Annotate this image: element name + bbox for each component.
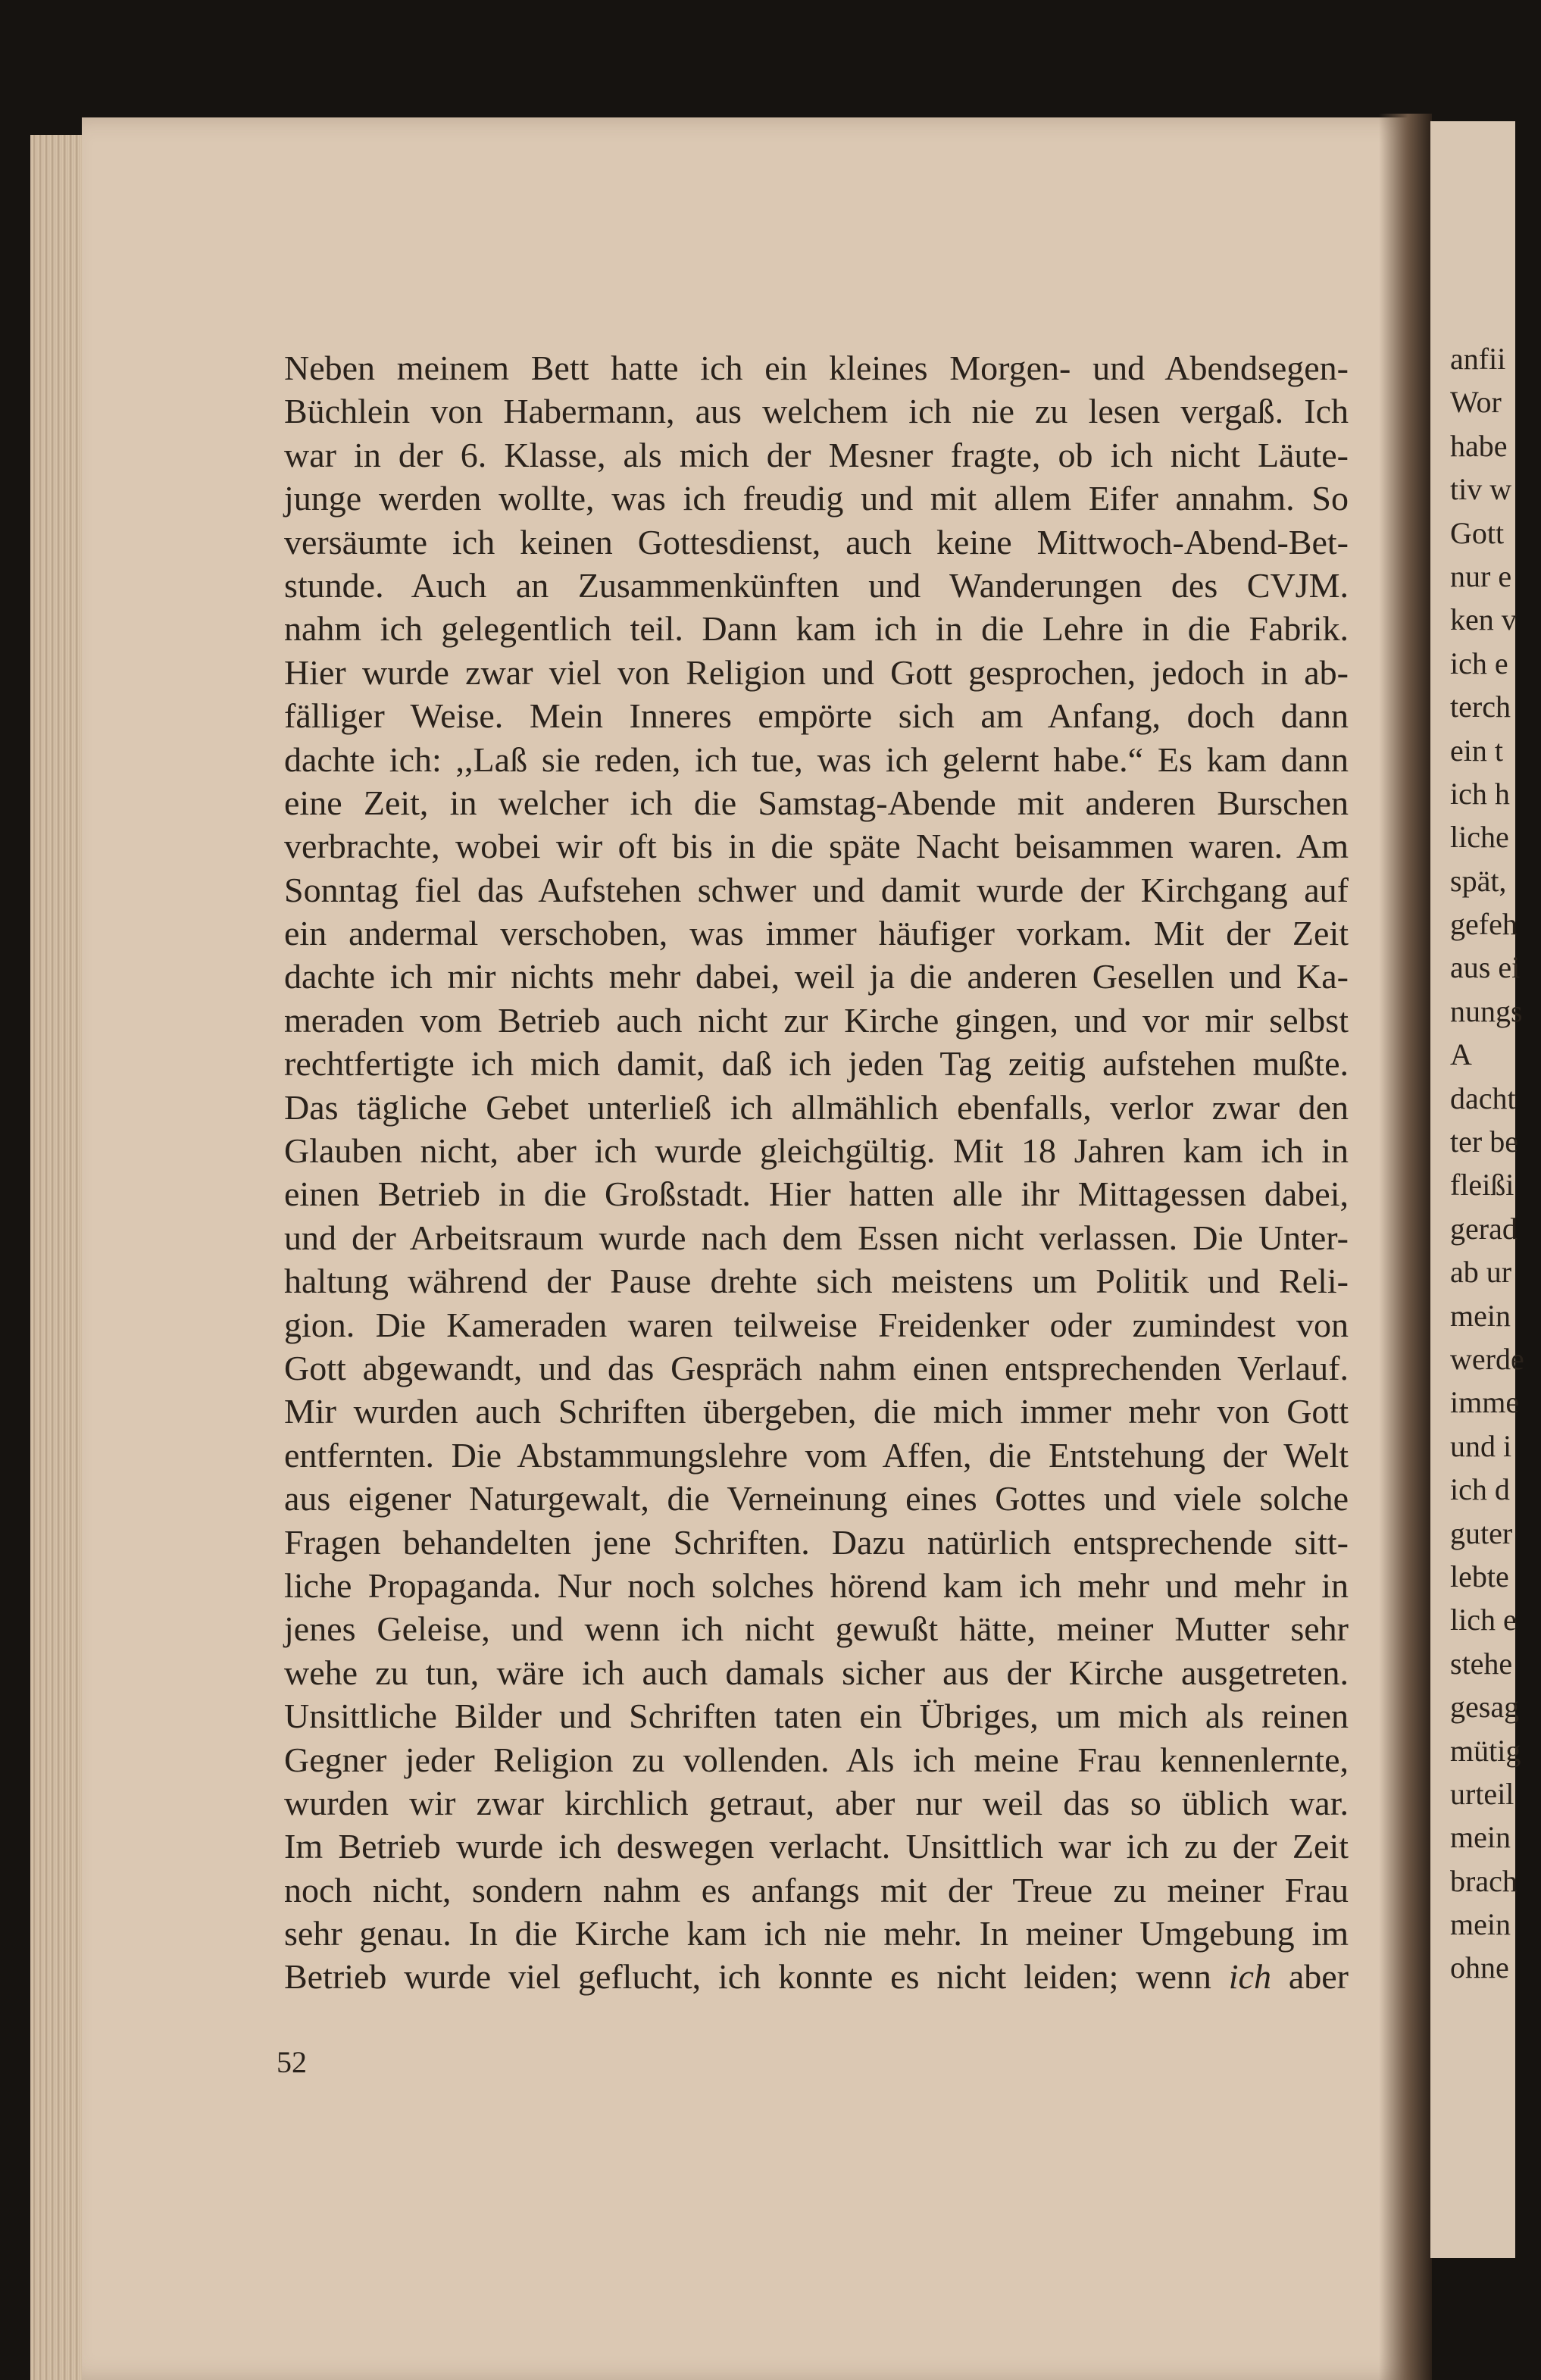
fragment-line: guter <box>1450 1515 1513 1550</box>
text-line: rechtfertigte ich mich damit, daß ich jeden Tag zeitig aufstehen mußte. <box>284 1044 1349 1084</box>
text-line: und der Arbeitsraum wurde nach dem Essen nicht verlassen. Die Unter- <box>284 1218 1349 1257</box>
text-line: wurden wir zwar kirchlich getraut, aber nur weil das so üblich war. <box>284 1783 1349 1822</box>
body-text <box>284 346 1349 1999</box>
text-line: Unsittliche Bilder und Schriften taten ein Übriges, um mich als reinen <box>284 1697 1349 1736</box>
text-line: dachte ich mir nichts mehr dabei, weil ja die anderen Gesellen und Ka- <box>284 957 1349 996</box>
fragment-line: ich e <box>1450 646 1508 680</box>
fragment-line: ab ur <box>1450 1255 1512 1290</box>
right-page-fragment <box>1430 121 1524 2258</box>
text-line: nahm ich gelegentlich teil. Dann kam ich in die Lehre in die Fabrik. <box>284 609 1349 649</box>
fragment-line: ein t <box>1450 733 1503 768</box>
text-line: Gegner jeder Religion zu vollenden. Als ich meine Frau kennenlernte, <box>284 1740 1349 1779</box>
fragment-line: lebte <box>1450 1559 1509 1593</box>
text-line: Büchlein von Habermann, aus welchem ich nie zu lesen vergaß. Ich <box>284 392 1349 431</box>
text-line: fälliger Weise. Mein Inneres empörte sich am Anfang, doch dann <box>284 696 1349 736</box>
text-line: einen Betrieb in die Großstadt. Hier hatten alle ihr Mittagessen dabei, <box>284 1174 1349 1214</box>
text-line: wehe zu tun, wäre ich auch damals sicher aus der Kirche ausgetreten. <box>284 1653 1349 1692</box>
text-line: meraden vom Betrieb auch nicht zur Kirche gingen, und vor mir selbst <box>284 1000 1349 1040</box>
fragment-line: und i <box>1450 1428 1512 1463</box>
text-line: gion. Die Kameraden waren teilweise Freidenker oder zumindest von <box>284 1305 1349 1344</box>
fragment-line: Wor <box>1450 385 1502 420</box>
right-page-text <box>1450 337 1541 1990</box>
fragment-line: habe <box>1450 428 1508 463</box>
fragment-line: nur e <box>1450 558 1512 593</box>
fragment-line: aus ei <box>1450 950 1521 985</box>
text-line: Das tägliche Gebet unterließ ich allmählich ebenfalls, verlor zwar den <box>284 1087 1349 1127</box>
fragment-line: Gott <box>1450 515 1505 550</box>
text-line: noch nicht, sondern nahm es anfangs mit der Treue zu meiner Frau <box>284 1870 1349 1909</box>
fragment-line: gerad <box>1450 1211 1518 1246</box>
text-span: aber <box>1271 1957 1349 1997</box>
fragment-line: imme <box>1450 1385 1520 1420</box>
fragment-line: ter be <box>1450 1124 1518 1159</box>
text-line: war in der 6. Klasse, als mich der Mesner fragte, ob ich nicht Läute- <box>284 435 1349 474</box>
text-line: dachte ich: ,,Laß sie reden, ich tue, was ich gelernt habe.“ Es kam dann <box>284 740 1349 779</box>
fragment-line: mütig <box>1450 1733 1521 1768</box>
fragment-line: mein <box>1450 1907 1511 1942</box>
italic-word: ich <box>1228 1957 1271 1997</box>
text-line: Hier wurde zwar viel von Religion und Gott gesprochen, jedoch in ab- <box>284 652 1349 692</box>
text-line: Neben meinem Bett hatte ich ein kleines Morgen- und Abendsegen- <box>284 349 1349 387</box>
text-line: versäumte ich keinen Gottesdienst, auch keine Mittwoch-Abend-Bet- <box>284 522 1349 561</box>
text-line: stunde. Auch an Zusammenkünften und Wanderungen des CVJM. <box>284 565 1349 605</box>
fragment-line: ohne <box>1450 1950 1509 1985</box>
text-line: haltung während der Pause drehte sich meistens um Politik und Reli- <box>284 1262 1349 1301</box>
fragment-line: spät, <box>1450 863 1507 898</box>
text-line: Glauben nicht, aber ich wurde gleichgültig. Mit 18 Jahren kam ich in <box>284 1131 1349 1171</box>
fragment-line: ken v <box>1450 602 1517 637</box>
text-line: sehr genau. In die Kirche kam ich nie mehr. In meiner Umgebung im <box>284 1914 1349 1953</box>
fragment-line: ich h <box>1450 776 1510 811</box>
page-number: 52 <box>277 2045 307 2080</box>
fragment-line: brach <box>1450 1863 1518 1898</box>
fragment-line: mein <box>1450 1298 1511 1333</box>
fragment-line: werde <box>1450 1341 1524 1376</box>
text-span: Betrieb wurde viel geflucht, ich konnte es nicht leiden; wenn <box>284 1957 1229 1997</box>
text-line: entfernten. Die Abstammungslehre vom Affen, die Entstehung der Welt <box>284 1435 1349 1475</box>
fragment-line: terch <box>1450 690 1511 724</box>
text-line: Fragen behandelten jene Schriften. Dazu natürlich entsprechende sitt- <box>284 1522 1349 1562</box>
text-line: eine Zeit, in welcher ich die Samstag-Abende mit anderen Burschen <box>284 783 1349 822</box>
text-line: ein andermal verschoben, was immer häufiger vorkam. Mit der Zeit <box>284 914 1349 953</box>
text-line: jenes Geleise, und wenn ich nicht gewußt hätte, meiner Mutter sehr <box>284 1609 1349 1649</box>
fragment-line: stehe <box>1450 1646 1513 1681</box>
fragment-line: gefeh <box>1450 907 1518 942</box>
text-line <box>284 1955 1349 1998</box>
text-line: aus eigener Naturgewalt, die Verneinung eines Gottes und viele solche <box>284 1479 1349 1518</box>
text-line: Sonntag fiel das Aufstehen schwer und damit wurde der Kirchgang auf <box>284 870 1349 909</box>
fragment-line: gesag <box>1450 1690 1520 1725</box>
fragment-line: tiv w <box>1450 472 1512 507</box>
text-line: liche Propaganda. Nur noch solches hörend kam ich mehr und mehr in <box>284 1565 1349 1605</box>
fragment-line: anfii <box>1450 342 1506 376</box>
book-gutter <box>1379 114 1432 2380</box>
fragment-line: mein <box>1450 1820 1511 1855</box>
fragment-line: nungs <box>1450 993 1523 1028</box>
text-line: verbrachte, wobei wir oft bis in die späte Nacht beisammen waren. Am <box>284 827 1349 866</box>
fragment-line: urteil <box>1450 1776 1514 1811</box>
text-line: junge werden wollte, was ich freudig und mit allem Eifer annahm. So <box>284 479 1349 518</box>
fragment-line: ich d <box>1450 1472 1510 1507</box>
fragment-line: dacht <box>1450 1081 1516 1115</box>
text-line: Mir wurden auch Schriften übergeben, die mich immer mehr von Gott <box>284 1392 1349 1431</box>
fragment-line: lich e <box>1450 1603 1517 1637</box>
fragment-line: liche <box>1450 820 1509 855</box>
text-line: Gott abgewandt, und das Gespräch nahm einen entsprechenden Verlauf. <box>284 1348 1349 1387</box>
fragment-line: A <box>1450 1037 1472 1072</box>
text-line: Im Betrieb wurde ich deswegen verlacht. Unsittlich war ich zu der Zeit <box>284 1827 1349 1866</box>
fragment-line: fleißi <box>1450 1168 1514 1203</box>
